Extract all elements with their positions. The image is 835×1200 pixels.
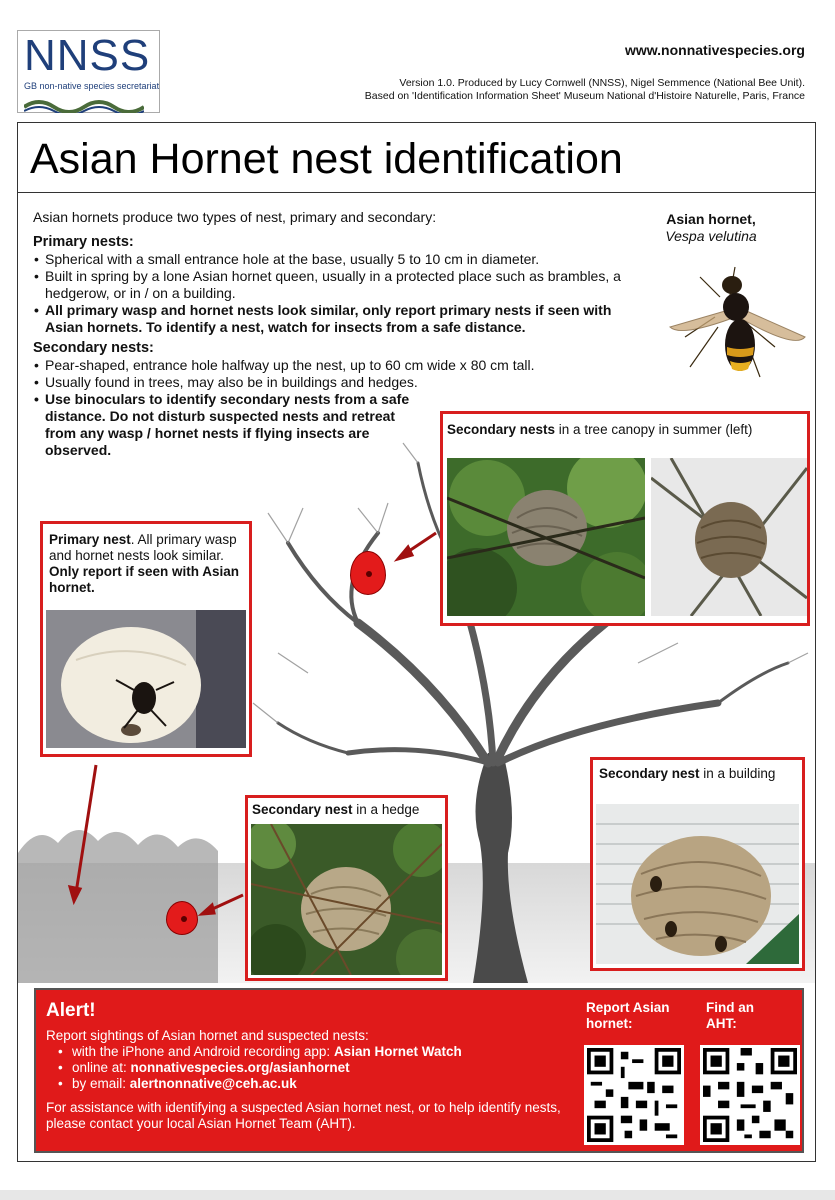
- alert-app-name[interactable]: Asian Hornet Watch: [333, 1044, 462, 1059]
- callout-tree-bold: Secondary nests: [447, 422, 556, 437]
- qr-code-find-aht-icon[interactable]: [700, 1045, 800, 1145]
- secondary-item: • Use binoculars to identify secondary nests from a safe distance. Do not disturb suspected nests and retreat from any wasp / hornet nests if flying insects are observed.: [33, 391, 418, 459]
- version-credits: [365, 77, 805, 103]
- hornet-latin: Vespa velutina: [665, 228, 757, 244]
- logo-wordmark: NNSS: [24, 31, 151, 80]
- alert-item-online: [54, 1060, 586, 1076]
- alert-list: [54, 1044, 586, 1092]
- version-line-1: Version 1.0. Produced by Lucy Cornwell (NNSS), Nigel Semmence (National Bee Unit).: [399, 77, 805, 89]
- qr-report-label: Report Asian hornet:: [586, 1000, 670, 1031]
- alert-item-app: [54, 1044, 586, 1060]
- primary-nest-marker-tree: [350, 551, 386, 595]
- callout-primary-rest: . All primary wasp and hornet nests look similar.: [49, 532, 237, 563]
- callout-building: [590, 757, 805, 971]
- callout-tree-caption: [447, 422, 752, 438]
- version-line-2: Based on 'Identification Information Sheet' Museum National d'Histoire Naturelle, Paris, France: [364, 90, 805, 102]
- callout-tree-canopy: [440, 411, 810, 626]
- tree-canopy-photo-right: [651, 458, 807, 616]
- tree-canopy-photo-left: [447, 458, 645, 616]
- nnss-logo: [17, 30, 160, 113]
- asian-hornet-image: [660, 257, 810, 385]
- website-url[interactable]: www.nonnativespecies.org: [625, 42, 805, 58]
- primary-heading: Primary nests:: [33, 234, 134, 250]
- primary-list: [33, 251, 648, 336]
- callout-tree-rest: in a tree canopy in summer (left): [555, 422, 753, 437]
- callout-primary-bold2: Only report if seen with Asian hornet.: [49, 564, 240, 595]
- alert-title: Alert!: [46, 1000, 96, 1021]
- alert-body: [46, 1028, 586, 1132]
- alert-item-online-pre: online at:: [72, 1060, 131, 1075]
- logo-subtitle: GB non-native species secretariat: [24, 81, 160, 91]
- callout-hedge-caption: [252, 802, 419, 818]
- alert-online-link[interactable]: nonnativespecies.org/asianhornet: [130, 1060, 350, 1075]
- secondary-item: • Pear-shaped, entrance hole halfway up the nest, up to 60 cm wide x 80 cm tall.: [33, 357, 648, 374]
- secondary-item: • Usually found in trees, may also be in buildings and hedges.: [33, 374, 648, 391]
- qr-code-report-icon[interactable]: [584, 1045, 684, 1145]
- primary-item: • All primary wasp and hornet nests look similar, only report primary nests if seen with Asian hornets. To identify a nest, watch for insects from a safe distance.: [33, 302, 648, 336]
- alert-box: [34, 988, 804, 1153]
- title-bar: [18, 123, 815, 193]
- callout-building-bold: Secondary nest: [599, 766, 700, 781]
- logo-wave-icon: [24, 95, 144, 113]
- page-title: Asian Hornet nest identification: [30, 135, 623, 183]
- hornet-name: Asian hornet,: [666, 211, 756, 227]
- callout-hedge-rest: in a hedge: [352, 802, 420, 817]
- callout-primary-bold1: Primary nest: [49, 532, 131, 547]
- callout-primary-caption: [49, 532, 245, 596]
- poster-frame: [17, 122, 816, 1162]
- callout-hedge-bold: Secondary nest: [252, 802, 353, 817]
- callout-hedge: [245, 795, 448, 981]
- primary-item: • Spherical with a small entrance hole at the base, usually 5 to 10 cm in diameter.: [33, 251, 648, 268]
- hornet-caption: [636, 211, 786, 245]
- bottom-strip: [0, 1190, 835, 1200]
- callout-primary-nest: [40, 521, 252, 757]
- building-nest-photo: [596, 804, 799, 964]
- alert-email-link[interactable]: alertnonnative@ceh.ac.uk: [129, 1076, 297, 1091]
- intro-lead: Asian hornets produce two types of nest, primary and secondary:: [33, 209, 437, 225]
- qr-find-aht-label: Find an AHT:: [706, 1000, 754, 1031]
- alert-footer: For assistance with identifying a suspected Asian hornet nest, or to help identify nests, please contact your local Asian Hornet Team (AHT).: [46, 1100, 561, 1131]
- alert-item-app-pre: with the iPhone and Android recording app:: [72, 1044, 334, 1059]
- alert-item-email: [54, 1076, 586, 1092]
- hedge-photo: [251, 824, 442, 975]
- secondary-heading: Secondary nests:: [33, 340, 154, 356]
- alert-item-email-pre: by email:: [72, 1076, 130, 1091]
- primary-item: • Built in spring by a lone Asian hornet queen, usually in a protected place such as brambles, a hedgerow, or in / on a building.: [33, 268, 648, 302]
- primary-nest-marker-hedge: [166, 901, 198, 935]
- alert-lead: Report sightings of Asian hornet and suspected nests:: [46, 1028, 369, 1043]
- callout-building-caption: [599, 766, 799, 782]
- primary-nest-photo: [46, 610, 246, 748]
- callout-building-rest: in a building: [699, 766, 776, 781]
